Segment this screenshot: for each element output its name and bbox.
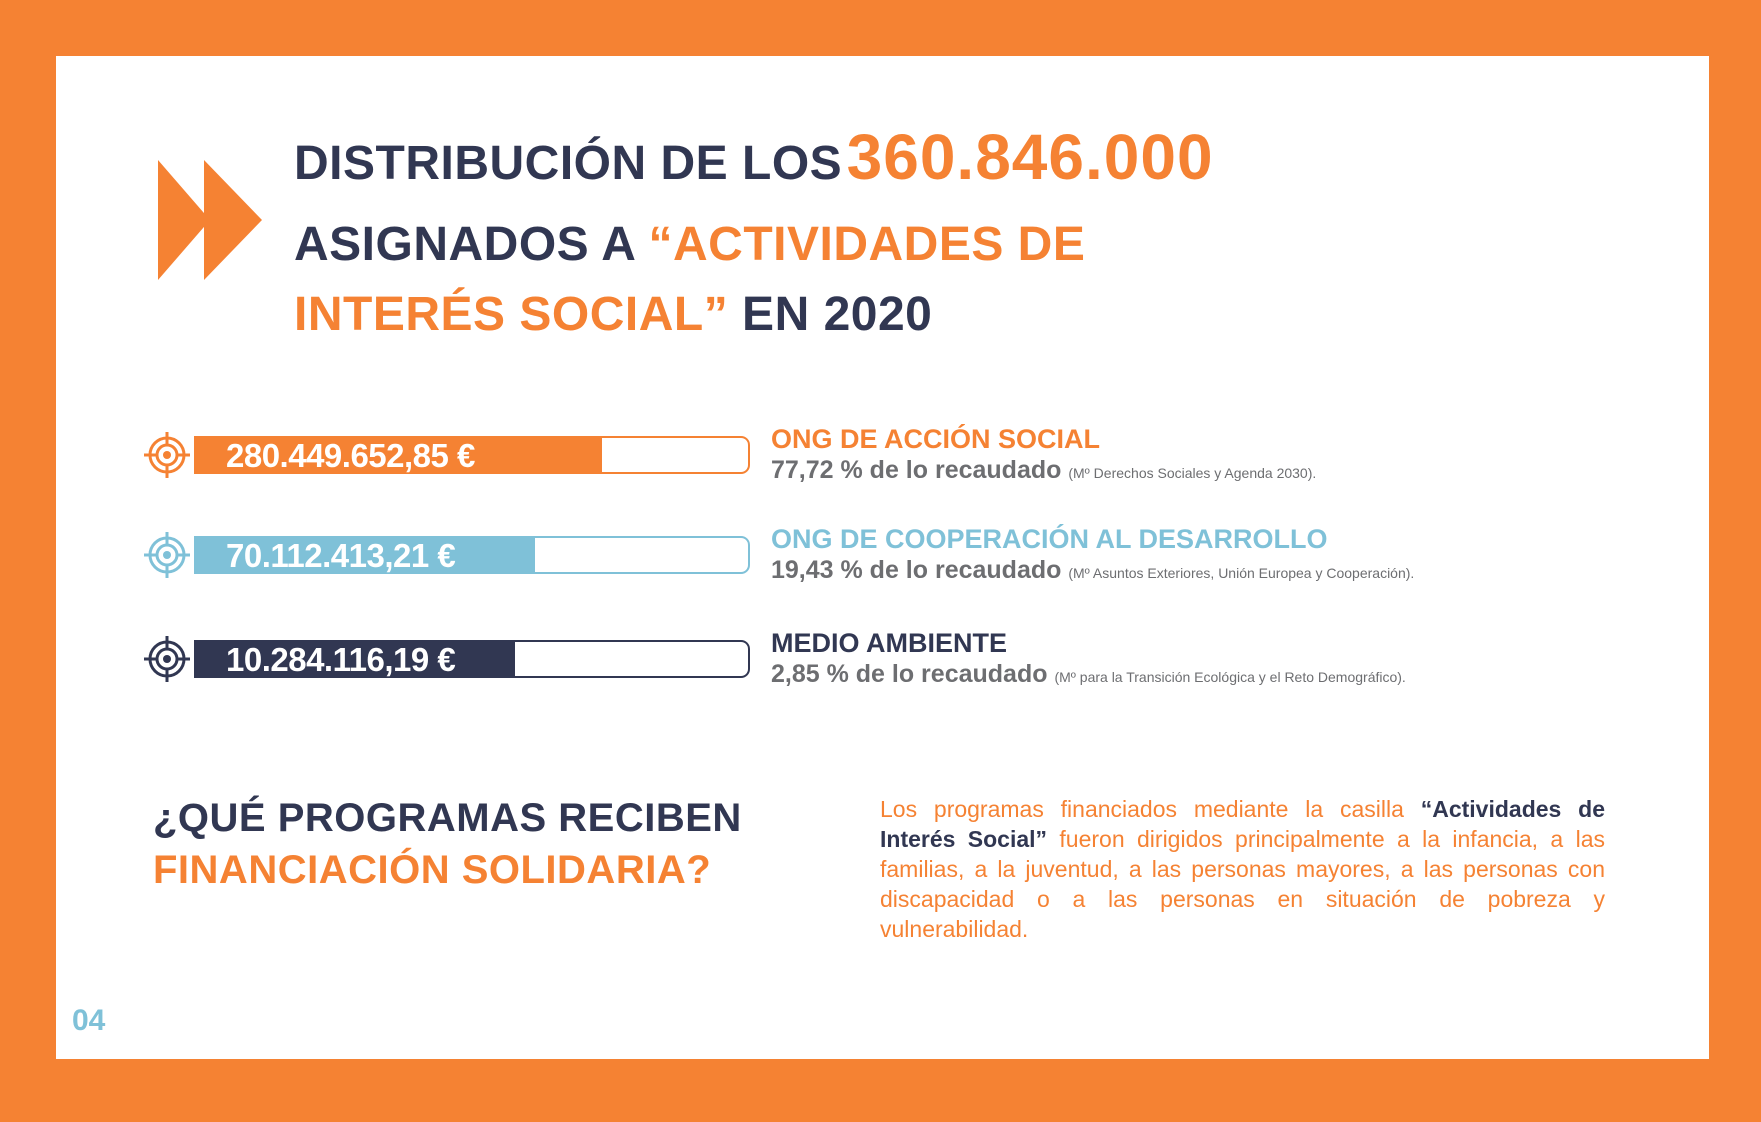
- section-heading: [153, 792, 853, 896]
- heading-line2: FINANCIACIÓN SOLIDARIA?: [153, 848, 712, 892]
- amount-label: 280.449.652,85 €: [226, 437, 475, 474]
- allocation-row-environment: [56, 628, 1709, 688]
- ministry-note: (Mº para la Transición Ecológica y el Reto Demográfico).: [1054, 669, 1406, 685]
- page-title: [294, 122, 1494, 350]
- target-icon: [144, 636, 190, 682]
- description-highlight: “Actividades de Interés Social”: [880, 796, 1605, 852]
- page-sheet: [56, 56, 1709, 1059]
- amount-label: 10.284.116,19 €: [226, 641, 456, 678]
- ministry-note: (Mº Derechos Sociales y Agenda 2030).: [1068, 465, 1317, 481]
- title-amount: 360.846.000: [846, 121, 1214, 193]
- description-paragraph: [880, 794, 1605, 944]
- title-line2-highlight: “ACTIVIDADES DE: [648, 218, 1086, 271]
- title-line3-highlight: INTERÉS SOCIAL”: [294, 288, 729, 341]
- page-number: 04: [72, 1004, 106, 1037]
- ministry-note: (Mº Asuntos Exteriores, Unión Europea y Cooperación).: [1068, 565, 1415, 581]
- category-name: MEDIO AMBIENTE: [771, 628, 1007, 658]
- heading-line1: ¿QUÉ PROGRAMAS RECIBEN: [153, 796, 742, 840]
- title-line2-prefix: ASIGNADOS A: [294, 218, 635, 271]
- title-prefix: DISTRIBUCIÓN DE LOS: [294, 137, 843, 190]
- category-name: ONG DE ACCIÓN SOCIAL: [771, 424, 1101, 454]
- amount-label: 70.112.413,21 €: [226, 537, 456, 574]
- allocation-row-social: [56, 424, 1709, 484]
- description-intro: Los programas financiados mediante la casilla: [880, 796, 1404, 822]
- title-line3-suffix: EN 2020: [742, 288, 933, 341]
- percentage-text: 19,43 % de lo recaudado: [771, 556, 1062, 584]
- percentage-text: 2,85 % de lo recaudado: [771, 660, 1048, 688]
- description-rest: fueron dirigidos principalmente a la infancia, a las familias, a la juventud, a las personas mayores, a las personas con discapacidad o a las personas en situación de pobreza y vulnerabilidad.: [880, 826, 1605, 942]
- category-name: ONG DE COOPERACIÓN AL DESARROLLO: [771, 524, 1328, 554]
- category-percentage: [771, 556, 1414, 585]
- fast-forward-icon: [158, 160, 262, 280]
- category-percentage: [771, 660, 1406, 689]
- percentage-text: 77,72 % de lo recaudado: [771, 456, 1062, 484]
- target-icon: [144, 432, 190, 478]
- category-percentage: [771, 456, 1316, 485]
- target-icon: [144, 532, 190, 578]
- allocation-row-cooperation: [56, 524, 1709, 584]
